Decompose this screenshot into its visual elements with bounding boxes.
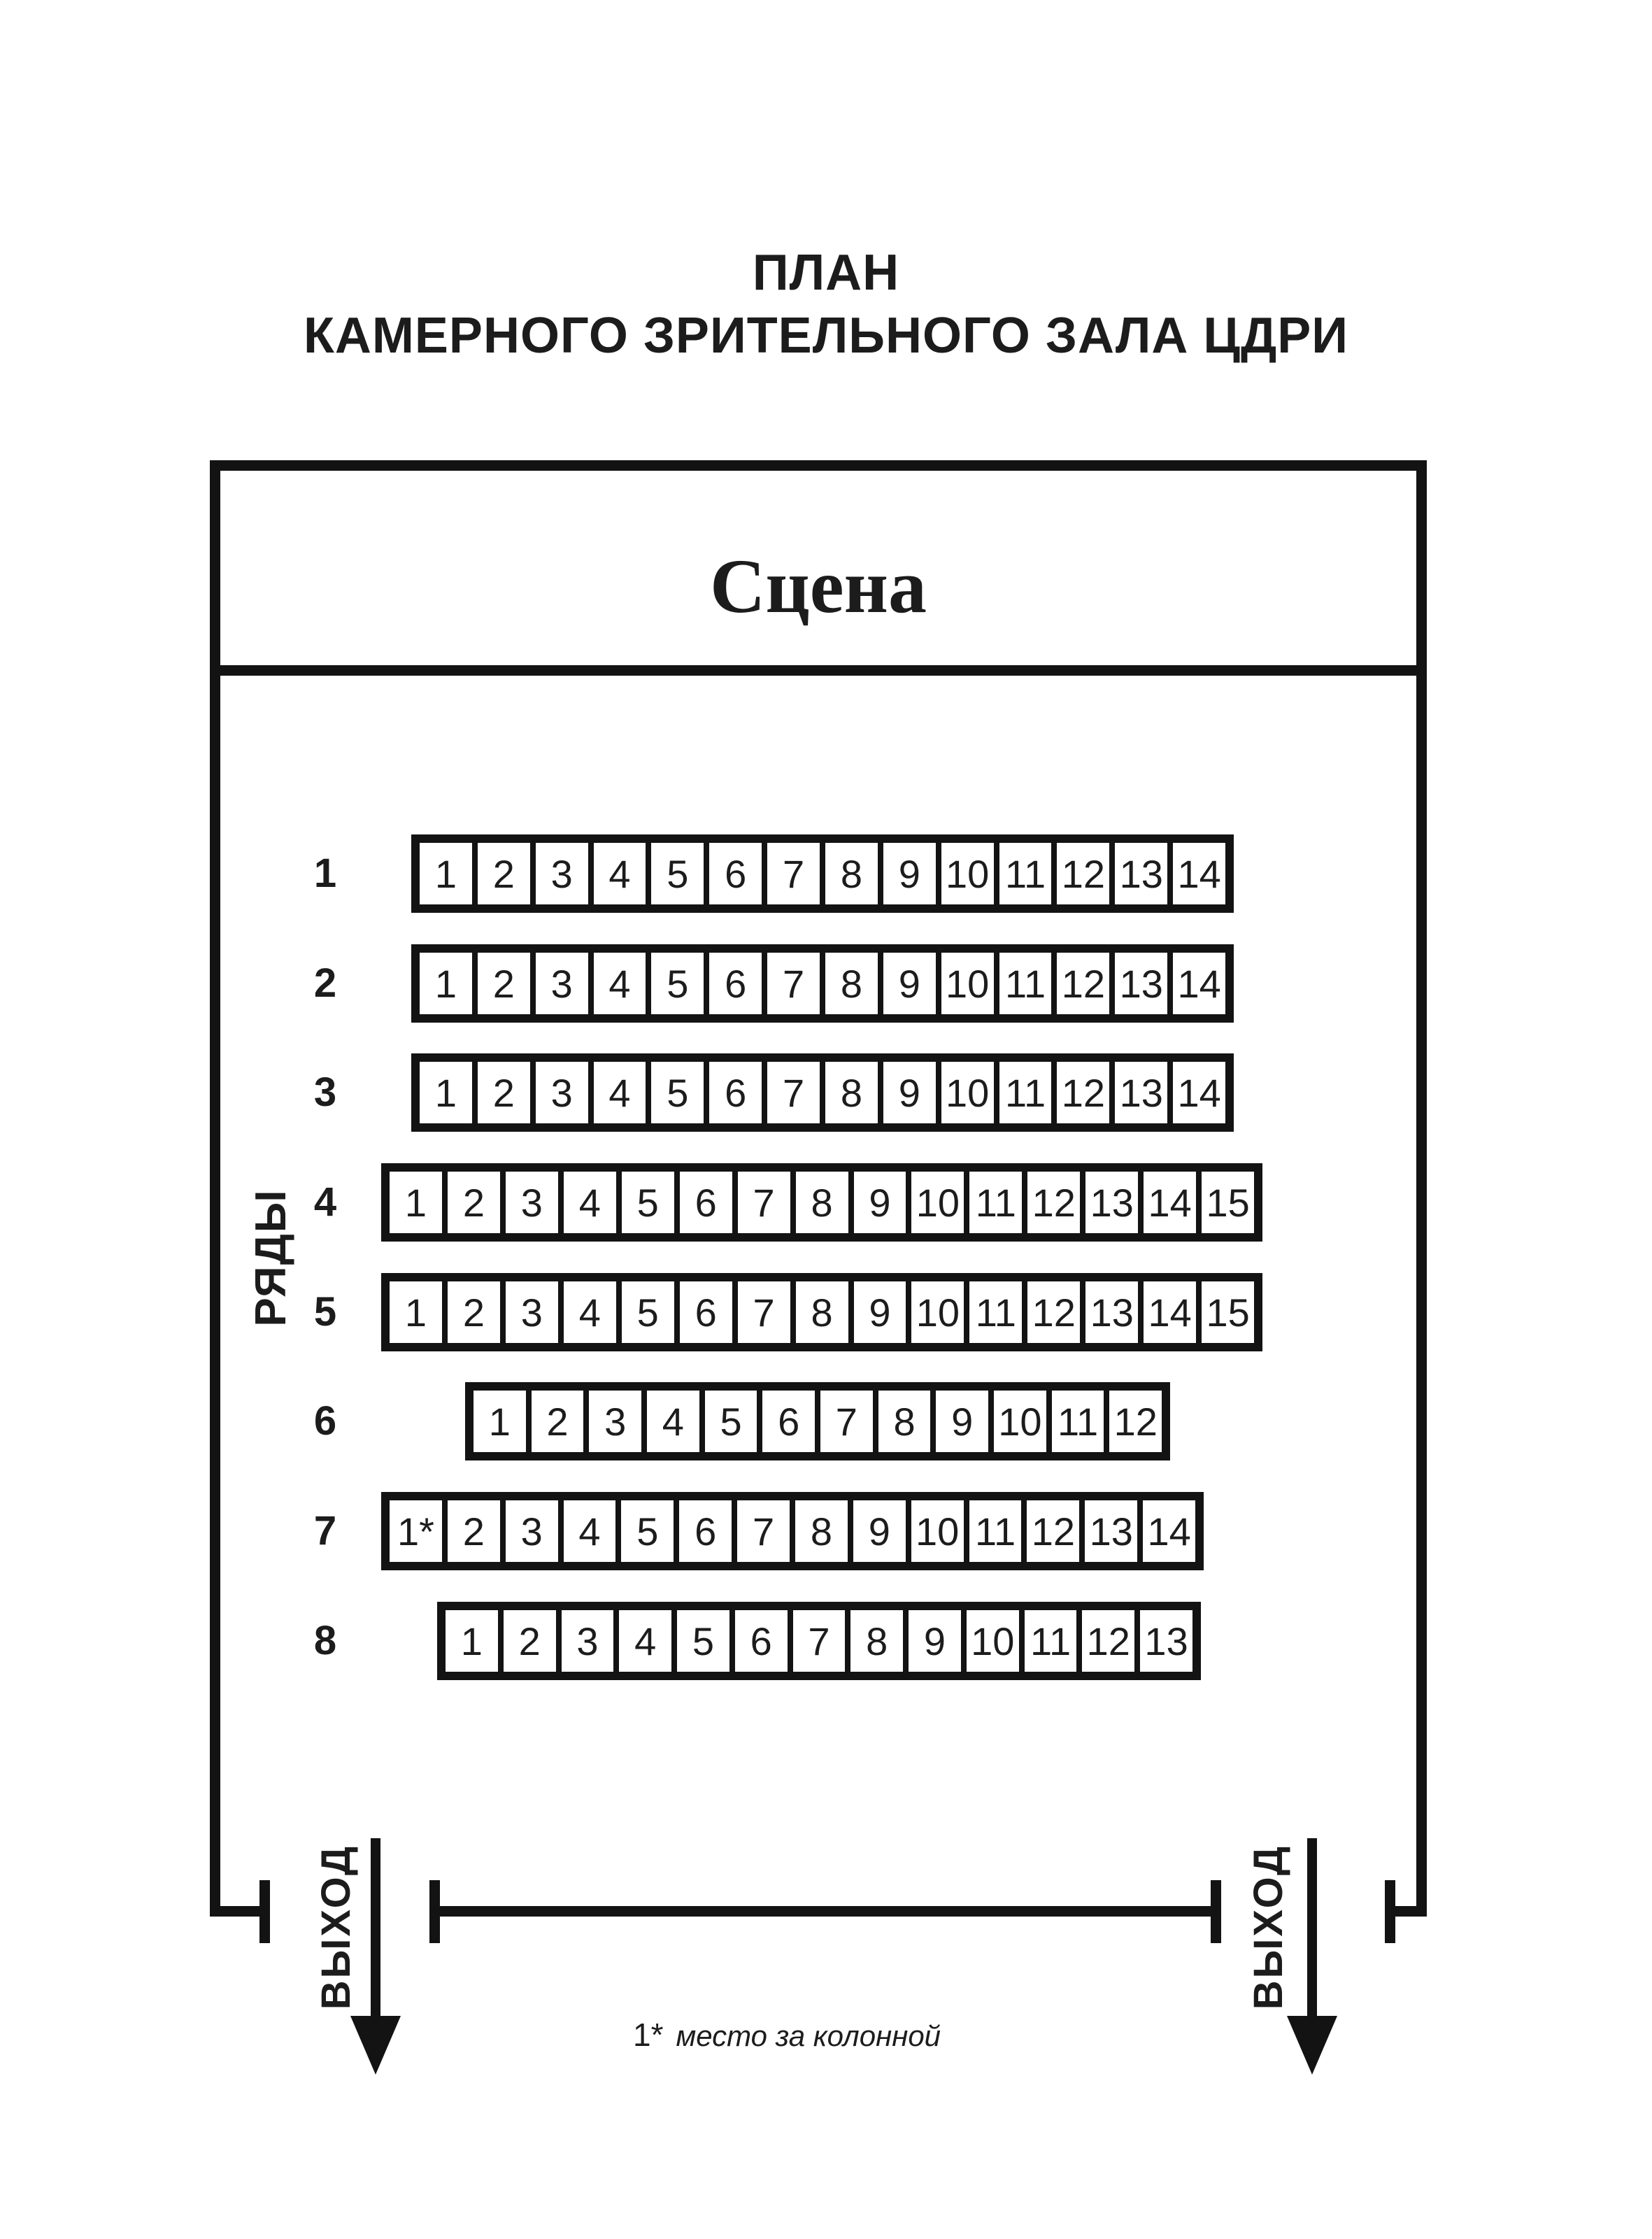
seat: 2 (442, 1172, 500, 1233)
seat: 11 (964, 1500, 1022, 1562)
seat: 9 (878, 953, 936, 1014)
seat: 1 (446, 1610, 498, 1672)
seat: 10 (936, 953, 994, 1014)
seat: 2 (442, 1281, 500, 1343)
seat: 5 (615, 1500, 674, 1562)
seat: 11 (1019, 1610, 1077, 1672)
hall-right-wall (1416, 460, 1427, 1917)
seat: 10 (906, 1172, 964, 1233)
seat-row-4 (381, 1163, 1262, 1242)
seat: 11 (964, 1281, 1022, 1343)
footnote-marker: 1* (633, 2017, 664, 2053)
seat: 3 (500, 1172, 558, 1233)
seat: 4 (558, 1500, 616, 1562)
seat: 13 (1109, 843, 1167, 904)
row-label-5: 5 (313, 1289, 337, 1335)
hall-top-wall (210, 460, 1427, 471)
seat: 4 (588, 843, 646, 904)
seat-row-8 (437, 1602, 1201, 1680)
seat: 3 (556, 1610, 614, 1672)
seat: 6 (704, 953, 762, 1014)
seat: 6 (729, 1610, 788, 1672)
seat: 2 (442, 1500, 500, 1562)
seat: 15 (1196, 1172, 1254, 1233)
seat: 13 (1080, 1172, 1138, 1233)
arrow-head (350, 2016, 401, 2075)
seat: 12 (1022, 1172, 1080, 1233)
seat: 12 (1051, 843, 1109, 904)
seat-row-7 (381, 1492, 1204, 1570)
seat: 7 (815, 1391, 873, 1452)
seat: 9 (930, 1391, 988, 1452)
seat-row-5 (381, 1273, 1262, 1351)
seat: 9 (848, 1281, 906, 1343)
exit-left-label: ВЫХОД (313, 1844, 359, 2010)
seat: 4 (641, 1391, 699, 1452)
seat: 8 (790, 1281, 848, 1343)
seat: 12 (1076, 1610, 1134, 1672)
seat: 1 (420, 1062, 472, 1123)
seat: 12 (1022, 1281, 1080, 1343)
arrow-shaft (371, 1838, 380, 2021)
footnote-text: место за колонной (676, 2019, 941, 2052)
seat: 1* (390, 1500, 442, 1562)
exit-right-label: ВЫХОД (1246, 1844, 1291, 2010)
seat: 10 (936, 843, 994, 904)
seat: 13 (1109, 953, 1167, 1014)
row-label-6: 6 (313, 1398, 337, 1444)
page-title-line-2: КАМЕРНОГО ЗРИТЕЛЬНОГО ЗАЛА ЦДРИ (303, 308, 1349, 364)
seat: 9 (848, 1500, 906, 1562)
seat: 4 (588, 1062, 646, 1123)
seat: 1 (420, 843, 472, 904)
row-label-4: 4 (313, 1179, 337, 1225)
rows-axis-label: РЯДЫ (247, 1188, 295, 1327)
seat: 5 (646, 843, 704, 904)
seat: 2 (526, 1391, 584, 1452)
footnote (633, 2016, 1123, 2054)
seat: 1 (473, 1391, 526, 1452)
seat: 2 (472, 953, 530, 1014)
seat: 10 (988, 1391, 1046, 1452)
seat: 9 (848, 1172, 906, 1233)
wall-end-tick-3 (1211, 1880, 1221, 1943)
seat: 12 (1051, 953, 1109, 1014)
seat: 6 (704, 1062, 762, 1123)
seat: 1 (390, 1172, 442, 1233)
row-label-8: 8 (313, 1618, 337, 1663)
seat: 11 (1046, 1391, 1104, 1452)
seat: 5 (699, 1391, 757, 1452)
seat: 8 (845, 1610, 903, 1672)
seat: 2 (472, 843, 530, 904)
seat: 6 (704, 843, 762, 904)
seat: 7 (732, 1281, 790, 1343)
seat: 2 (472, 1062, 530, 1123)
seat: 14 (1167, 1062, 1225, 1123)
seat: 14 (1167, 953, 1225, 1014)
wall-end-tick-1 (259, 1880, 270, 1943)
page-title-line-1: ПЛАН (752, 245, 900, 301)
seat: 2 (498, 1610, 556, 1672)
seat: 7 (762, 843, 820, 904)
seat: 10 (906, 1500, 964, 1562)
seat: 10 (906, 1281, 964, 1343)
seat: 11 (994, 1062, 1052, 1123)
seat: 3 (530, 843, 588, 904)
seat: 3 (530, 1062, 588, 1123)
seat: 12 (1051, 1062, 1109, 1123)
seat: 11 (994, 843, 1052, 904)
seat: 5 (616, 1281, 674, 1343)
seat-row-6 (465, 1382, 1170, 1460)
seat: 11 (994, 953, 1052, 1014)
seat: 9 (903, 1610, 961, 1672)
bottom-wall-right-stub (1390, 1906, 1427, 1917)
seat: 11 (964, 1172, 1022, 1233)
seat: 8 (820, 1062, 878, 1123)
seat: 8 (820, 843, 878, 904)
seat: 7 (762, 953, 820, 1014)
seat: 5 (646, 1062, 704, 1123)
arrow-shaft (1307, 1838, 1317, 2021)
seat: 9 (878, 1062, 936, 1123)
seat: 4 (558, 1172, 616, 1233)
row-label-7: 7 (313, 1508, 337, 1554)
seat: 8 (790, 1172, 848, 1233)
seat: 14 (1167, 843, 1225, 904)
seat: 13 (1134, 1610, 1192, 1672)
seat: 14 (1138, 1281, 1196, 1343)
seat: 13 (1080, 1281, 1138, 1343)
seat: 7 (732, 1172, 790, 1233)
seat: 6 (674, 1281, 732, 1343)
seat: 13 (1079, 1500, 1137, 1562)
seat: 5 (646, 953, 704, 1014)
row-label-2: 2 (313, 960, 337, 1006)
seat: 4 (558, 1281, 616, 1343)
row-label-1: 1 (313, 851, 337, 896)
seat: 3 (530, 953, 588, 1014)
hall-left-wall (210, 460, 220, 1917)
seat: 6 (674, 1500, 732, 1562)
seat: 4 (588, 953, 646, 1014)
seat: 4 (613, 1610, 671, 1672)
bottom-wall-center (435, 1906, 1216, 1917)
seat: 7 (732, 1500, 790, 1562)
seat: 1 (420, 953, 472, 1014)
seat: 1 (390, 1281, 442, 1343)
seat: 10 (961, 1610, 1019, 1672)
seat: 7 (762, 1062, 820, 1123)
seat: 8 (790, 1500, 848, 1562)
seat: 14 (1138, 1172, 1196, 1233)
seat: 13 (1109, 1062, 1167, 1123)
seat: 15 (1196, 1281, 1254, 1343)
seat: 8 (873, 1391, 931, 1452)
seat: 3 (500, 1500, 558, 1562)
arrow-head (1287, 2016, 1337, 2075)
seat: 5 (671, 1610, 729, 1672)
stage-label: Сцена (709, 543, 927, 629)
seat: 3 (583, 1391, 641, 1452)
seat: 8 (820, 953, 878, 1014)
seat: 12 (1104, 1391, 1162, 1452)
row-label-3: 3 (313, 1069, 337, 1115)
seat: 6 (674, 1172, 732, 1233)
seat: 7 (788, 1610, 846, 1672)
seat: 9 (878, 843, 936, 904)
stage-front-separator (210, 665, 1427, 676)
seat: 10 (936, 1062, 994, 1123)
seat-row-2 (411, 944, 1234, 1023)
seat: 3 (500, 1281, 558, 1343)
seat-row-1 (411, 834, 1234, 913)
seat: 6 (757, 1391, 815, 1452)
seat-row-3 (411, 1053, 1234, 1132)
seat: 12 (1021, 1500, 1079, 1562)
seat: 14 (1137, 1500, 1195, 1562)
seat: 5 (616, 1172, 674, 1233)
